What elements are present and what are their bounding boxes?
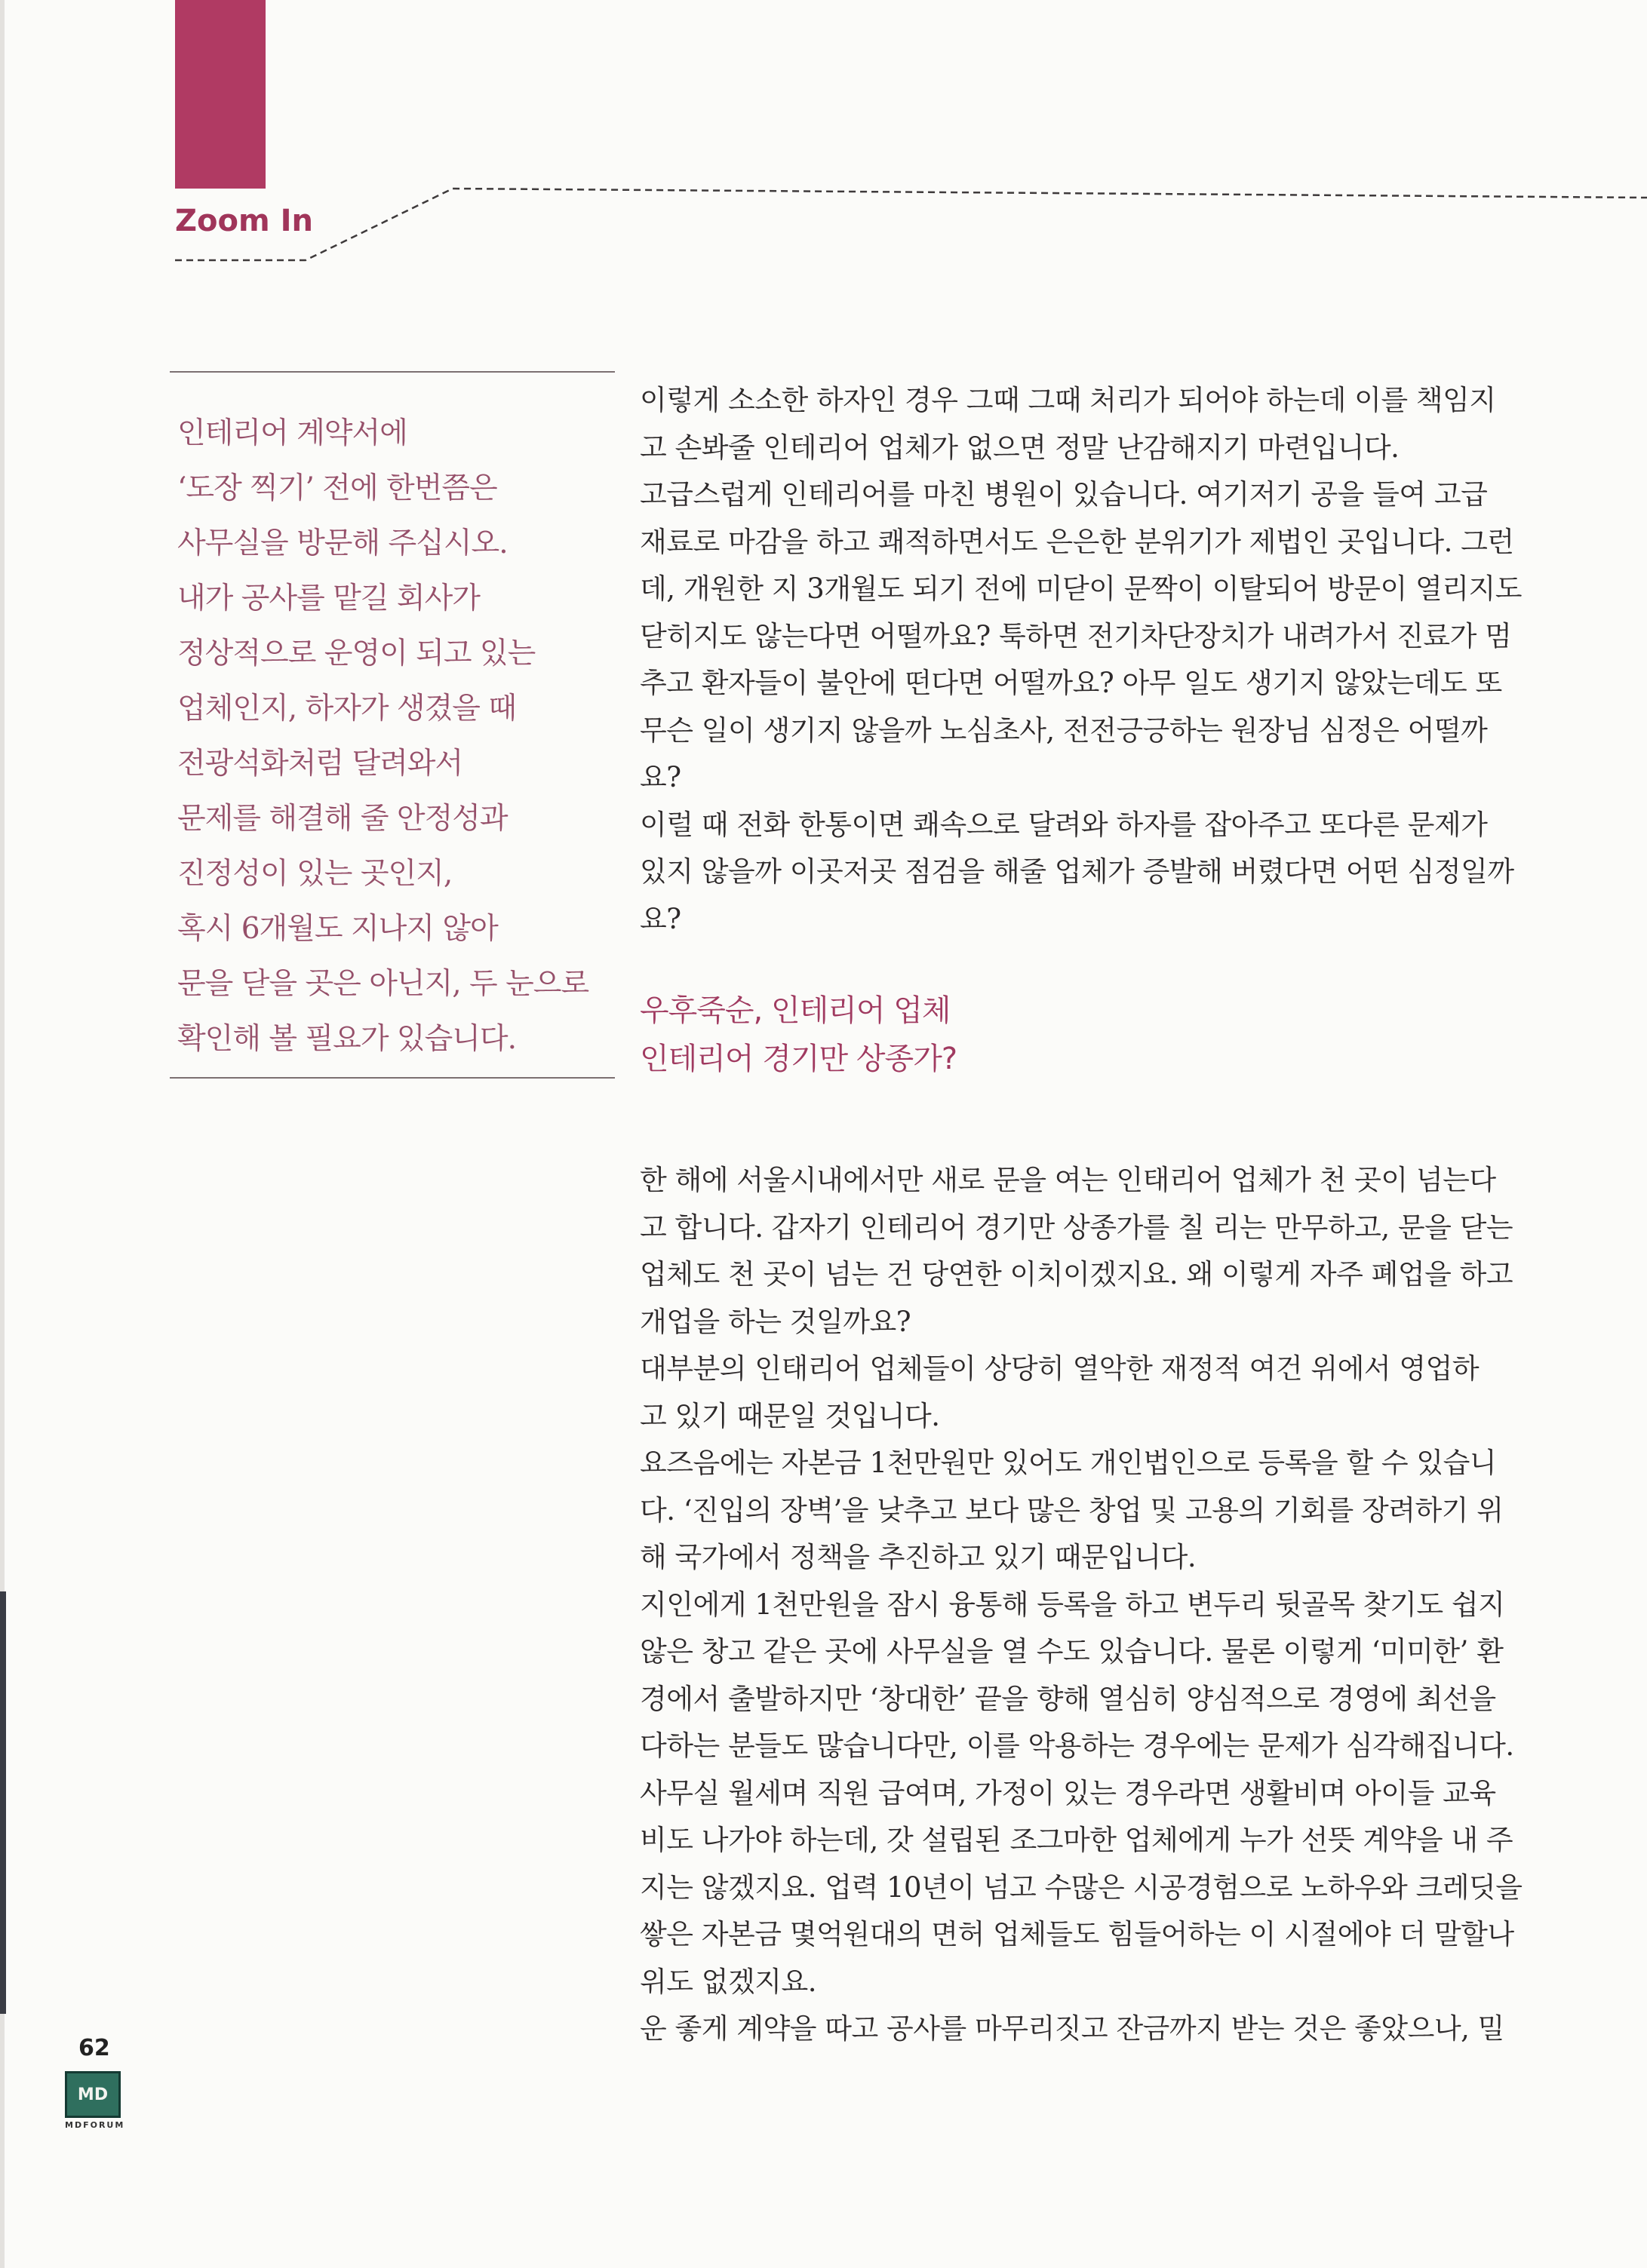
pull-quote xyxy=(177,406,615,1066)
body-line: 고급스럽게 인테리어를 마친 병원이 있습니다. 여기저기 공을 들여 고급 xyxy=(640,478,1488,511)
body-line: 지인에게 1천만원을 잠시 융통해 등록을 하고 변두리 뒷골목 찾기도 쉽지 xyxy=(640,1588,1505,1621)
body-line: 쌓은 자본금 몇억원대의 면허 업체들도 힘들어하는 이 시절에야 더 말할나 xyxy=(640,1918,1514,1950)
body-line: 사무실 월세며 직원 급여며, 가정이 있는 경우라면 생활비며 아이들 교육 xyxy=(640,1776,1496,1809)
body-line: 이럴 때 전화 한통이면 쾌속으로 달려와 하자를 잡아주고 또다른 문제가 xyxy=(640,808,1488,841)
body-line: 요즈음에는 자본금 1천만원만 있어도 개인법인으로 등록을 할 수 있습니 xyxy=(640,1447,1497,1479)
body-line: 닫히지도 않는다면 어떨까요? 툭하면 전기차단장치가 내려가서 진료가 멈 xyxy=(640,619,1512,652)
subheading-line: 인테리어 경기만 상종가? xyxy=(640,1042,957,1076)
body-line: 개업을 하는 것일까요? xyxy=(640,1305,911,1338)
article-subheading xyxy=(640,987,1526,1083)
header-dashed-rule xyxy=(0,0,1647,272)
logo-mark: MD xyxy=(65,2071,121,2118)
body-line: 대부분의 인태리어 업체들이 상당히 열악한 재정적 여건 위에서 영업하 xyxy=(640,1352,1480,1385)
pull-quote-line: 사무실을 방문해 주십시오. xyxy=(177,526,508,560)
pull-quote-line: 확인해 볼 필요가 있습니다. xyxy=(177,1022,517,1056)
pull-quote-line: 인테리어 계약서에 xyxy=(177,416,407,450)
body-line: 고 있기 때문일 것입니다. xyxy=(640,1399,940,1432)
body-line: 요? xyxy=(640,761,681,793)
body-line: 데, 개원한 지 3개월도 되기 전에 미닫이 문짝이 이탈되어 방문이 열리지도 xyxy=(640,572,1522,605)
body-line: 업체도 천 곳이 넘는 건 당연한 이치이겠지요. 왜 이렇게 자주 폐업을 하고 xyxy=(640,1258,1513,1291)
article-body xyxy=(640,377,1526,2053)
pull-quote-line: 진정성이 있는 곳인지, xyxy=(177,857,453,891)
body-line: 이렇게 소소한 하자인 경우 그때 그때 처리가 되어야 하는데 이를 책임지 xyxy=(640,384,1496,416)
body-line: 고 합니다. 갑자기 인테리어 경기만 상종가를 칠 리는 만무하고, 문을 닫는 xyxy=(640,1211,1513,1244)
body-line: 다하는 분들도 많습니다만, 이를 악용하는 경우에는 문제가 심각해집니다. xyxy=(640,1729,1514,1762)
pull-quote-top-rule xyxy=(170,371,615,373)
body-line: 있지 않을까 이곳저곳 점검을 해줄 업체가 증발해 버렸다면 어떤 심정일까 xyxy=(640,855,1514,888)
section-label: Zoom In xyxy=(175,204,313,238)
body-line: 추고 환자들이 불안에 떤다면 어떨까요? 아무 일도 생기지 않았는데도 또 xyxy=(640,667,1502,699)
pull-quote-line: ‘도장 찍기’ 전에 한번쯤은 xyxy=(177,471,497,505)
pull-quote-line: 혹시 6개월도 지나지 않아 xyxy=(177,912,498,946)
subheading-line: 우후죽순, 인테리어 업체 xyxy=(640,993,951,1028)
body-line: 운 좋게 계약을 따고 공사를 마무리짓고 잔금까지 받는 것은 좋았으나, 밀 xyxy=(640,2012,1504,2045)
pull-quote-bottom-rule xyxy=(170,1077,615,1079)
body-line: 요? xyxy=(640,902,681,935)
body-line: 고 손봐줄 인테리어 업체가 없으면 정말 난감해지기 마련입니다. xyxy=(640,431,1400,464)
pull-quote-line: 전광석화처럼 달려와서 xyxy=(177,747,463,781)
scan-edge-dark-strip xyxy=(0,1591,6,2014)
body-line: 비도 나가야 하는데, 갓 설립된 조그마한 업체에게 누가 선뜻 계약을 내 주 xyxy=(640,1824,1513,1856)
body-line: 한 해에 서울시내에서만 새로 문을 여는 인태리어 업체가 천 곳이 넘는다 xyxy=(640,1164,1496,1196)
publication-logo xyxy=(65,2071,127,2130)
body-line: 않은 창고 같은 곳에 사무실을 열 수도 있습니다. 물론 이렇게 ‘미미한’ 환 xyxy=(640,1635,1504,1668)
page-number: 62 xyxy=(78,2035,110,2061)
body-line: 위도 없겠지요. xyxy=(640,1965,816,1998)
body-line: 해 국가에서 정책을 추진하고 있기 때문입니다. xyxy=(640,1541,1197,1573)
pull-quote-line: 내가 공사를 맡길 회사가 xyxy=(177,582,480,615)
pull-quote-line: 문을 닫을 곳은 아닌지, 두 눈으로 xyxy=(177,967,589,1001)
body-line: 무슨 일이 생기지 않을까 노심초사, 전전긍긍하는 원장님 심정은 어떨까 xyxy=(640,714,1488,747)
body-line: 지는 않겠지요. 업력 10년이 넘고 수많은 시공경험으로 노하우와 크레딧을 xyxy=(640,1871,1523,1904)
body-line: 재료로 마감을 하고 쾌적하면서도 은은한 분위기가 제법인 곳입니다. 그런 xyxy=(640,525,1514,558)
pull-quote-line: 문제를 해결해 줄 안정성과 xyxy=(177,802,508,836)
pull-quote-line: 업체인지, 하자가 생겼을 때 xyxy=(177,692,517,726)
body-line: 다. ‘진입의 장벽’을 낮추고 보다 많은 창업 및 고용의 기회를 장려하기 위 xyxy=(640,1493,1504,1527)
body-line: 경에서 출발하지만 ‘창대한’ 끝을 향해 열심히 양심적으로 경영에 최선을 xyxy=(640,1682,1496,1715)
pull-quote-line: 정상적으로 운영이 되고 있는 xyxy=(177,637,536,671)
logo-caption: MDFORUM xyxy=(65,2120,125,2130)
